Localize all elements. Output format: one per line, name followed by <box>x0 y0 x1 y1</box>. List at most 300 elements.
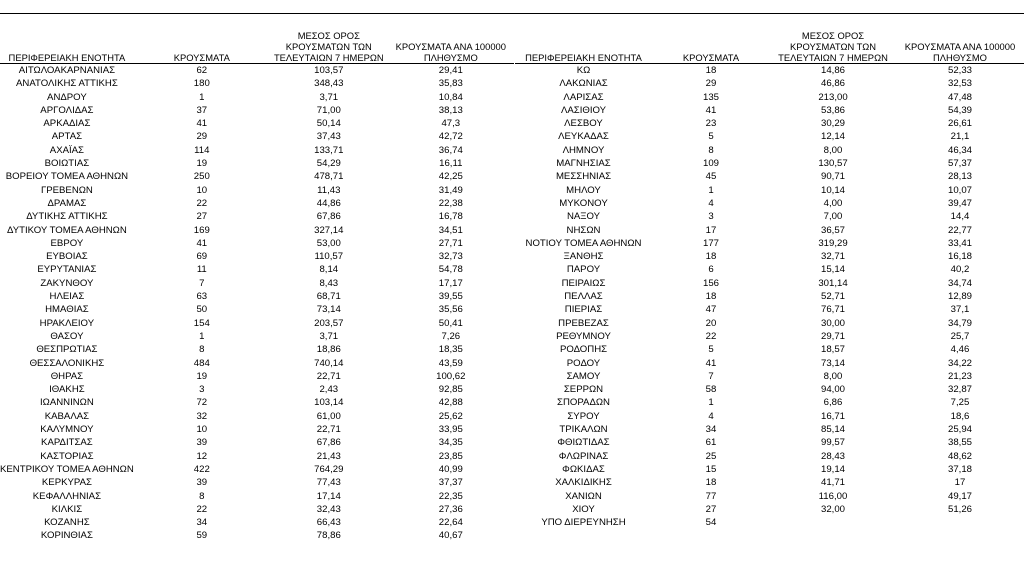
cell-per100k: 40,99 <box>438 463 463 475</box>
cell-per100k: 21,1 <box>950 131 970 143</box>
cell-avg7: 32,00 <box>820 503 845 515</box>
cell-per100k: 36,74 <box>438 144 463 156</box>
cell-cases: 34 <box>196 517 208 529</box>
cell-region: ΝΟΤΙΟΥ ΤΟΜΕΑ ΑΘΗΝΩΝ <box>525 237 642 249</box>
cell-avg7: 18,57 <box>820 344 845 356</box>
table-row <box>0 64 514 78</box>
cell-per100k: 46,34 <box>947 144 972 156</box>
cell-per100k: 22,64 <box>438 517 463 529</box>
header-region: ΠΕΡΙΦΕΡΕΙΑΚΗ ΕΝΟΤΗΤΑ <box>8 52 126 63</box>
table-row <box>0 476 514 489</box>
cell-cases: 15 <box>705 463 717 475</box>
cell-cases: 20 <box>705 317 717 329</box>
cell-avg7: 67,86 <box>316 437 341 449</box>
cell-avg7: 478,71 <box>314 171 344 183</box>
cell-avg7: 28,43 <box>820 450 845 462</box>
cell-per100k: 52,33 <box>947 65 972 76</box>
cell-cases: 45 <box>705 171 717 183</box>
table-row <box>0 157 514 170</box>
cell-region: ΛΑΚΩΝΙΑΣ <box>559 78 608 90</box>
cell-avg7: 36,57 <box>820 224 845 236</box>
table-row <box>0 330 514 343</box>
cell-region: ΠΕΙΡΑΙΩΣ <box>561 277 606 289</box>
cell-cases: 41 <box>705 104 717 116</box>
cell-cases: 4 <box>708 410 714 422</box>
table-row <box>0 396 514 409</box>
table-row <box>0 197 514 210</box>
table-row <box>0 224 514 237</box>
cell-avg7: 213,00 <box>818 91 848 103</box>
table-row <box>515 263 1024 276</box>
table-row <box>515 197 1024 210</box>
cell-cases: 7 <box>708 370 714 382</box>
cell-avg7: 319,29 <box>818 237 848 249</box>
cell-avg7: 8,00 <box>823 370 843 382</box>
cell-avg7: 133,71 <box>314 144 344 156</box>
cell-region: ΦΩΚΙΔΑΣ <box>562 463 605 475</box>
cell-region: ΖΑΚΥΝΘΟΥ <box>40 277 94 289</box>
cell-avg7: 203,57 <box>314 317 344 329</box>
cell-region: ΜΗΛΟΥ <box>566 184 601 196</box>
table-row <box>515 224 1024 237</box>
cell-region: ΑΡΓΟΛΙΔΑΣ <box>40 104 94 116</box>
table-row <box>515 277 1024 290</box>
cell-region: ΚΕΡΚΥΡΑΣ <box>41 477 92 489</box>
cell-cases: 47 <box>705 304 717 316</box>
cell-cases: 11 <box>196 264 207 276</box>
cell-cases: 18 <box>705 291 717 303</box>
cell-avg7: 73,14 <box>316 304 341 316</box>
cell-cases: 39 <box>196 437 208 449</box>
cell-per100k: 16,11 <box>439 158 463 170</box>
header-per100k-line: ΚΡΟΥΣΜΑΤΑ ΑΝΑ 100000 <box>904 41 1016 52</box>
cases-table-right <box>515 22 1024 529</box>
table-row <box>0 410 514 423</box>
cell-per100k: 42,88 <box>438 397 463 409</box>
cell-per100k: 48,62 <box>947 450 972 462</box>
cell-avg7: 10,14 <box>820 184 845 196</box>
cell-avg7: 740,14 <box>314 357 344 369</box>
cell-cases: 1 <box>708 397 714 409</box>
header-region: ΠΕΡΙΦΕΡΕΙΑΚΗ ΕΝΟΤΗΤΑ <box>525 52 642 63</box>
cell-avg7: 2,43 <box>319 384 339 396</box>
cell-cases: 29 <box>196 131 208 143</box>
cell-per100k: 92,85 <box>438 384 463 396</box>
cell-cases: 169 <box>193 224 210 236</box>
cell-region: ΝΗΣΩΝ <box>566 224 601 236</box>
cell-region: ΑΡΚΑΔΙΑΣ <box>43 118 91 130</box>
cell-cases: 180 <box>193 78 210 90</box>
cell-cases: 10 <box>196 424 208 436</box>
cell-avg7: 8,14 <box>319 264 339 276</box>
cell-avg7: 78,86 <box>316 530 341 542</box>
cell-avg7: 54,29 <box>316 158 341 170</box>
cell-region: ΚΟΖΑΝΗΣ <box>44 517 90 529</box>
table-row <box>515 157 1024 170</box>
cell-cases: 23 <box>705 118 717 130</box>
cell-avg7: 71,00 <box>316 104 341 116</box>
cell-cases: 41 <box>196 237 208 249</box>
table-row <box>515 396 1024 409</box>
table-row <box>515 330 1024 343</box>
cell-region: ΠΡΕΒΕΖΑΣ <box>558 317 609 329</box>
cell-region: ΠΑΡΟΥ <box>566 264 601 276</box>
cell-region: ΕΥΡΥΤΑΝΙΑΣ <box>37 264 97 276</box>
cell-cases: 109 <box>702 158 719 170</box>
cell-avg7: 22,71 <box>316 370 341 382</box>
table-row <box>515 410 1024 423</box>
cell-avg7: 61,00 <box>316 410 341 422</box>
cell-region: ΘΗΡΑΣ <box>50 370 84 382</box>
cell-per100k: 7,26 <box>441 330 461 342</box>
cell-cases: 27 <box>196 211 208 223</box>
header-avg7-line: ΜΕΣΟΣ ΟΡΟΣ <box>801 30 865 41</box>
cell-cases: 22 <box>705 330 717 342</box>
cell-cases: 8 <box>199 344 205 356</box>
cell-region: ΘΑΣΟΥ <box>50 330 84 342</box>
table-row <box>515 170 1024 183</box>
table-row <box>515 303 1024 316</box>
cell-avg7: 8,43 <box>319 277 339 289</box>
table-row <box>515 64 1024 78</box>
cell-region: ΦΘΙΩΤΙΔΑΣ <box>557 437 610 449</box>
cell-avg7: 348,43 <box>314 78 344 90</box>
cell-cases: 19 <box>196 370 208 382</box>
cell-cases: 41 <box>705 357 717 369</box>
cell-per100k: 42,72 <box>438 131 463 143</box>
cell-cases: 61 <box>705 437 717 449</box>
cell-per100k: 18,6 <box>950 410 970 422</box>
cell-region: ΙΩΑΝΝΙΝΩΝ <box>40 397 94 409</box>
cell-region: ΑΝΔΡΟΥ <box>47 91 87 103</box>
header-per100k-line: ΠΛΗΘΥΣΜΟ <box>423 52 478 63</box>
cell-avg7: 30,00 <box>820 317 845 329</box>
cell-per100k: 12,89 <box>947 291 972 303</box>
cell-avg7: 53,86 <box>820 104 845 116</box>
cell-cases: 1 <box>708 184 714 196</box>
table-row <box>515 357 1024 370</box>
table-row <box>0 516 514 529</box>
table-row <box>0 91 514 104</box>
cell-region: ΞΑΝΘΗΣ <box>563 251 604 263</box>
header-avg7-line: ΤΕΛΕΥΤΑΙΩΝ 7 ΗΜΕΡΩΝ <box>778 52 888 63</box>
cell-region: ΚΑΡΔΙΤΣΑΣ <box>41 437 93 449</box>
cell-per100k: 16,18 <box>947 251 972 263</box>
table-row <box>0 529 514 542</box>
cell-region: ΕΒΡΟΥ <box>50 237 84 249</box>
cases-table-left <box>0 22 514 543</box>
cell-per100k: 22,35 <box>438 490 463 502</box>
cell-per100k: 34,79 <box>947 317 972 329</box>
cell-cases: 1 <box>199 330 205 342</box>
table-row <box>515 91 1024 104</box>
cell-cases: 177 <box>702 237 719 249</box>
table-row <box>0 184 514 197</box>
cell-region: ΧΙΟΥ <box>572 503 595 515</box>
cell-avg7: 103,14 <box>314 397 344 409</box>
cell-per100k: 39,47 <box>947 197 972 209</box>
cell-region: ΘΕΣΠΡΩΤΙΑΣ <box>36 344 98 356</box>
cell-cases: 484 <box>193 357 210 369</box>
table-row <box>515 317 1024 330</box>
table-row <box>515 117 1024 130</box>
cell-region: ΝΑΞΟΥ <box>566 211 601 223</box>
table-body-right <box>515 64 1024 530</box>
table-row <box>515 383 1024 396</box>
cell-avg7: 130,57 <box>818 158 848 170</box>
cell-per100k: 37,1 <box>950 304 970 316</box>
cell-region: ΑΡΤΑΣ <box>51 131 83 143</box>
cell-per100k: 33,95 <box>438 424 463 436</box>
cell-avg7 <box>770 516 896 529</box>
cell-per100k: 27,71 <box>438 237 463 249</box>
cell-per100k: 22,38 <box>438 197 463 209</box>
cell-region: ΠΕΛΛΑΣ <box>564 291 603 303</box>
table-row <box>0 170 514 183</box>
cell-cases: 69 <box>196 251 208 263</box>
cell-avg7: 18,86 <box>316 344 341 356</box>
cell-avg7: 94,00 <box>820 384 845 396</box>
cell-per100k: 16,78 <box>438 211 463 223</box>
table-row <box>0 130 514 143</box>
cell-region: ΗΛΕΙΑΣ <box>49 291 85 303</box>
cell-per100k: 40,2 <box>950 264 970 276</box>
cell-per100k: 17,17 <box>438 277 463 289</box>
cell-region: ΘΕΣΣΑΛΟΝΙΚΗΣ <box>29 357 105 369</box>
cell-per100k: 32,53 <box>947 78 972 90</box>
cell-region: ΛΑΡΙΣΑΣ <box>563 91 604 103</box>
cell-per100k: 23,85 <box>438 450 463 462</box>
cell-per100k: 29,41 <box>438 65 463 76</box>
cell-region: ΚΟΡΙΝΘΙΑΣ <box>40 530 93 542</box>
cell-cases: 62 <box>196 65 208 76</box>
cell-region: ΚΕΦΑΛΛΗΝΙΑΣ <box>32 490 102 502</box>
table-row <box>0 357 514 370</box>
cell-per100k: 34,35 <box>438 437 463 449</box>
cell-region: ΔΡΑΜΑΣ <box>47 197 87 209</box>
cell-avg7: 46,86 <box>820 78 845 90</box>
table-row <box>0 503 514 516</box>
cell-avg7: 52,71 <box>820 291 845 303</box>
header-row <box>515 22 1024 64</box>
table-row <box>515 250 1024 263</box>
header-cases: ΚΡΟΥΣΜΑΤΑ <box>682 52 740 63</box>
cell-cases: 63 <box>196 291 208 303</box>
header-per100k-line: ΚΡΟΥΣΜΑΤΑ ΑΝΑ 100000 <box>395 41 506 52</box>
header-per100k <box>388 22 514 64</box>
cell-avg7: 17,14 <box>316 490 341 502</box>
cell-avg7: 21,43 <box>316 450 341 462</box>
table-row <box>515 476 1024 489</box>
table-row <box>515 104 1024 117</box>
table-row <box>515 130 1024 143</box>
table-row <box>0 104 514 117</box>
cell-per100k: 25,62 <box>438 410 463 422</box>
cell-cases: 34 <box>705 424 717 436</box>
table-row <box>0 210 514 223</box>
header-avg7-line: ΚΡΟΥΣΜΑΤΩΝ ΤΩΝ <box>285 41 372 52</box>
cell-cases: 59 <box>196 530 208 542</box>
cell-per100k: 27,36 <box>438 503 463 515</box>
cell-cases: 18 <box>705 477 717 489</box>
cell-cases: 39 <box>196 477 208 489</box>
cell-region: ΣΥΡΟΥ <box>567 410 600 422</box>
table-row <box>515 210 1024 223</box>
cell-avg7: 37,43 <box>316 131 341 143</box>
cell-region: ΔΥΤΙΚΗΣ ΑΤΤΙΚΗΣ <box>26 211 108 223</box>
cell-avg7: 110,57 <box>314 251 344 263</box>
cell-cases: 18 <box>705 65 717 76</box>
table-row <box>0 317 514 330</box>
table-row <box>0 436 514 449</box>
cell-cases: 37 <box>196 104 208 116</box>
cell-per100k: 32,73 <box>438 251 463 263</box>
cell-per100k: 26,61 <box>947 118 972 130</box>
cell-avg7: 73,14 <box>820 357 845 369</box>
cell-per100k: 34,51 <box>438 224 463 236</box>
cell-avg7: 301,14 <box>818 277 848 289</box>
cell-region: ΚΑΣΤΟΡΙΑΣ <box>40 450 94 462</box>
table-row <box>515 423 1024 436</box>
cell-avg7: 66,43 <box>316 517 341 529</box>
cell-cases: 41 <box>196 118 208 130</box>
table-row <box>0 117 514 130</box>
cell-cases: 22 <box>196 197 208 209</box>
table-body-left <box>0 64 514 543</box>
cell-cases: 8 <box>199 490 205 502</box>
cell-per100k: 25,94 <box>947 424 972 436</box>
cell-region: ΚΕΝΤΡΙΚΟΥ ΤΟΜΕΑ ΑΘΗΝΩΝ <box>0 463 134 475</box>
cell-region: ΡΟΔΟΠΗΣ <box>559 344 608 356</box>
cell-region: ΧΑΛΚΙΔΙΚΗΣ <box>555 477 612 489</box>
cell-region: ΜΑΓΝΗΣΙΑΣ <box>556 158 611 170</box>
table-row <box>515 237 1024 250</box>
cell-avg7: 32,43 <box>316 503 341 515</box>
cell-region: ΛΗΜΝΟΥ <box>562 144 605 156</box>
cell-avg7: 11,43 <box>317 184 341 196</box>
table-row <box>0 277 514 290</box>
cell-cases: 250 <box>193 171 210 183</box>
cell-region: ΚΙΛΚΙΣ <box>51 503 83 515</box>
table-row <box>0 144 514 157</box>
cell-region: ΤΡΙΚΑΛΩΝ <box>559 424 608 436</box>
header-avg7-line: ΜΕΣΟΣ ΟΡΟΣ <box>297 30 360 41</box>
cell-cases: 27 <box>705 503 717 515</box>
cell-region: ΜΥΚΟΝΟΥ <box>559 197 608 209</box>
cell-region: ΑΝΑΤΟΛΙΚΗΣ ΑΤΤΙΚΗΣ <box>16 78 118 90</box>
cell-per100k: 10,84 <box>438 91 463 103</box>
cell-cases: 19 <box>196 158 208 170</box>
cell-per100k: 38,55 <box>947 437 972 449</box>
cell-per100k: 25,7 <box>950 330 970 342</box>
cell-per100k: 57,37 <box>947 158 972 170</box>
table-row <box>515 77 1024 90</box>
table-row <box>515 290 1024 303</box>
cell-region: ΚΑΒΑΛΑΣ <box>44 410 90 422</box>
cell-cases: 12 <box>196 450 208 462</box>
cell-region: ΡΟΔΟΥ <box>566 357 601 369</box>
cell-avg7: 8,00 <box>823 144 843 156</box>
cell-avg7: 14,86 <box>820 65 845 76</box>
cell-region: ΣΑΜΟΥ <box>566 370 601 382</box>
cell-cases: 5 <box>708 131 714 143</box>
cell-avg7: 50,14 <box>316 118 341 130</box>
cell-per100k: 54,78 <box>438 264 463 276</box>
header-avg7-line: ΤΕΛΕΥΤΑΙΩΝ 7 ΗΜΕΡΩΝ <box>273 52 384 63</box>
cell-avg7: 15,14 <box>820 264 845 276</box>
cell-avg7: 77,43 <box>316 477 341 489</box>
cell-avg7: 68,71 <box>316 291 341 303</box>
cell-region: ΒΟΡΕΙΟΥ ΤΟΜΕΑ ΑΘΗΝΩΝ <box>5 171 129 183</box>
header-cases: ΚΡΟΥΣΜΑΤΑ <box>173 52 230 63</box>
cell-per100k: 35,83 <box>438 78 463 90</box>
cell-cases: 8 <box>708 144 714 156</box>
cell-per100k: 49,17 <box>947 490 972 502</box>
cell-cases: 6 <box>708 264 714 276</box>
cell-avg7: 7,00 <box>823 211 843 223</box>
cell-avg7: 29,71 <box>820 330 845 342</box>
cell-per100k: 17 <box>954 477 966 489</box>
cell-region: ΗΡΑΚΛΕΙΟΥ <box>39 317 95 329</box>
cell-cases: 22 <box>196 503 208 515</box>
table-row <box>515 516 1024 529</box>
cell-region: ΓΡΕΒΕΝΩΝ <box>40 184 93 196</box>
cell-cases: 10 <box>196 184 208 196</box>
table-row <box>515 184 1024 197</box>
cell-avg7: 19,14 <box>820 463 845 475</box>
table-row <box>0 463 514 476</box>
cell-cases: 77 <box>705 490 717 502</box>
cell-cases: 25 <box>705 450 717 462</box>
cell-region: ΣΠΟΡΑΔΩΝ <box>557 397 610 409</box>
cell-per100k: 22,77 <box>947 224 972 236</box>
cell-cases: 29 <box>705 78 717 90</box>
cell-region: ΛΕΣΒΟΥ <box>564 118 603 130</box>
cell-per100k: 10,07 <box>947 184 972 196</box>
cell-avg7: 3,71 <box>319 91 339 103</box>
table-row <box>515 436 1024 449</box>
cell-per100k: 7,25 <box>950 397 970 409</box>
cell-cases: 3 <box>708 211 714 223</box>
cell-per100k: 39,55 <box>438 291 463 303</box>
cell-per100k: 51,26 <box>947 503 972 515</box>
cell-cases: 4 <box>708 197 714 209</box>
cell-region: ΠΙΕΡΙΑΣ <box>564 304 603 316</box>
table-row <box>515 463 1024 476</box>
cell-avg7: 76,71 <box>820 304 845 316</box>
cell-avg7: 22,71 <box>316 424 341 436</box>
cell-per100k: 38,13 <box>438 104 463 116</box>
cell-cases: 32 <box>196 410 208 422</box>
table-row <box>0 490 514 503</box>
table-row <box>0 343 514 356</box>
cell-avg7: 67,86 <box>316 211 341 223</box>
cell-per100k: 32,87 <box>947 384 972 396</box>
cell-cases: 50 <box>196 304 208 316</box>
cell-region: ΒΟΙΩΤΙΑΣ <box>44 158 90 170</box>
cell-per100k <box>896 516 1024 529</box>
table-row <box>0 237 514 250</box>
cell-per100k: 37,37 <box>438 477 463 489</box>
cell-avg7: 103,57 <box>314 65 344 76</box>
header-avg7 <box>270 22 388 64</box>
cell-per100k: 28,13 <box>947 171 972 183</box>
cell-avg7: 41,71 <box>820 477 845 489</box>
cell-per100k: 42,25 <box>438 171 463 183</box>
table-row <box>515 370 1024 383</box>
cell-region: ΦΛΩΡΙΝΑΣ <box>558 450 609 462</box>
cell-cases: 114 <box>194 144 210 156</box>
